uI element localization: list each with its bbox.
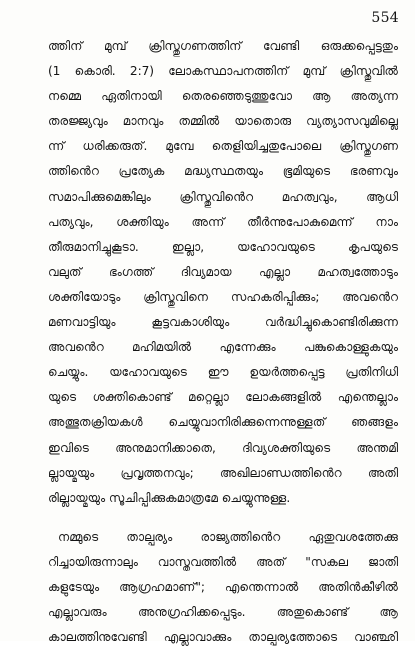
text-line: വലുത് ഭംഗത്ത് ദിവ്യമായ എല്ലാ മഹത്വത്തോടും — [48, 264, 398, 279]
text-line: അവൻെറ മഹിമയിൽ എന്നേക്കും പങ്കുകൊള്ളുകയും — [48, 340, 398, 355]
text-line: (1 കൊരി. 2:7) ലോകസ്ഥാപനത്തിന് മുമ്പ് ക്രിസ്തുവിൽ — [48, 64, 398, 79]
text-line: ന്ന് ധരിക്കരുത്. മുമ്പേ തെളിയിച്ചതുപോലെ ക്രിസ്തുഗണ — [48, 139, 398, 154]
text-line: റിച്ചായിരുന്നാലും വാസ്തവത്തിൽ അത് "സകല ജാതി — [48, 554, 398, 569]
paragraph-1 — [48, 34, 398, 511]
paragraph-2 — [48, 525, 398, 650]
text-line: സമാപിക്കുമെങ്കിലും ക്രിസ്തുവിൻെറ മഹത്വവും, ആധി — [48, 189, 398, 204]
text-line: പത്യവും, ശക്തിയും അന്ന് തീർന്നുപോകുമെന്ന് നാം — [48, 214, 398, 229]
text-line: ല്ലായ്മയും പ്രവൃത്തനവും; അഖിലാണ്ഡത്തിൻെറ അതി — [48, 465, 398, 480]
text-line: തരജ്ജ്യവും മാനവും തമ്മിൽ യാതൊരു വ്യത്യാസവുമില്ലെ — [48, 114, 398, 129]
text-line: ത്തിൻെറ പ്രത്യേക മദ്ധ്യസ്ഥതയും ഭൂമിയുടെ ഭരണവും — [48, 164, 398, 179]
text-line: യുടെ ശക്തികൊണ്ട് മറ്റെല്ലാ ലോകങ്ങളിൽ എന്തെല്ലാം — [48, 390, 398, 405]
text-line: നമ്മുടെ താല്പര്യം രാജ്യത്തിൻെറ ഏതുവശത്തേക്കു — [58, 529, 398, 544]
text-line: കാലത്തിനുവേണ്ടി എല്ലാവാക്കും താല്പര്യത്തോടെ വാഞ്ഛി — [48, 630, 398, 645]
paragraph-spacer — [48, 511, 398, 525]
text-line: ശക്തിയോടും ക്രിസ്തുവിനെ സഹകരിപ്പിക്കും; അവൻെറ — [48, 289, 398, 304]
text-line: ത്തിന് മുമ്പ് ക്രിസ്തുഗണത്തിന് വേണ്ടി ഒരുക്കപ്പെട്ടതും — [48, 39, 398, 53]
text-line: ചെയ്യും. യഹോവയുടെ ഈ ഉയർത്തപ്പെട്ട പ്രതിനിധി — [48, 365, 398, 380]
text-line: അത്ഭുതക്രിയകൾ ചെയ്യുവാനിരിക്കുന്നെന്നുള്ളത് ഞങ്ങളം — [48, 415, 398, 430]
text-line: എല്ലാവരും അനുഗ്രഹിക്കപ്പെടും. അതുകൊണ്ട് ആ — [48, 605, 398, 620]
text-line: രില്ലായ്മയും സൂചിപ്പിക്കുകമാത്രമേ ചെയ്യുന്നുള്ള. — [48, 490, 291, 505]
text-line: മണവാട്ടിയും കൂട്ടവകാശിയും വർദ്ധിച്ചുകൊണ്ടിരിക്കുന്ന — [48, 315, 398, 330]
text-line: ഇവിടെ അനുമാനിക്കാതെ, ദിവ്യശക്തിയുടെ അന്തമി — [48, 440, 398, 455]
text-line: നമ്മെ ഏതിനായി തെരഞ്ഞെടുത്തുവോ ആ അത്യന്ന — [48, 89, 398, 104]
body-text — [48, 34, 398, 650]
page-number: 554 — [371, 10, 399, 26]
text-line: തീരുമാനിച്ചുകൂടാ. ഇല്ലാ, യഹോവയുടെ കൃപയുടെ — [48, 239, 398, 254]
text-line: കളുടേയും ആഗ്രഹമാണ്"; എന്തെന്നാൽ അതിൻകീഴിൽ — [48, 579, 398, 594]
